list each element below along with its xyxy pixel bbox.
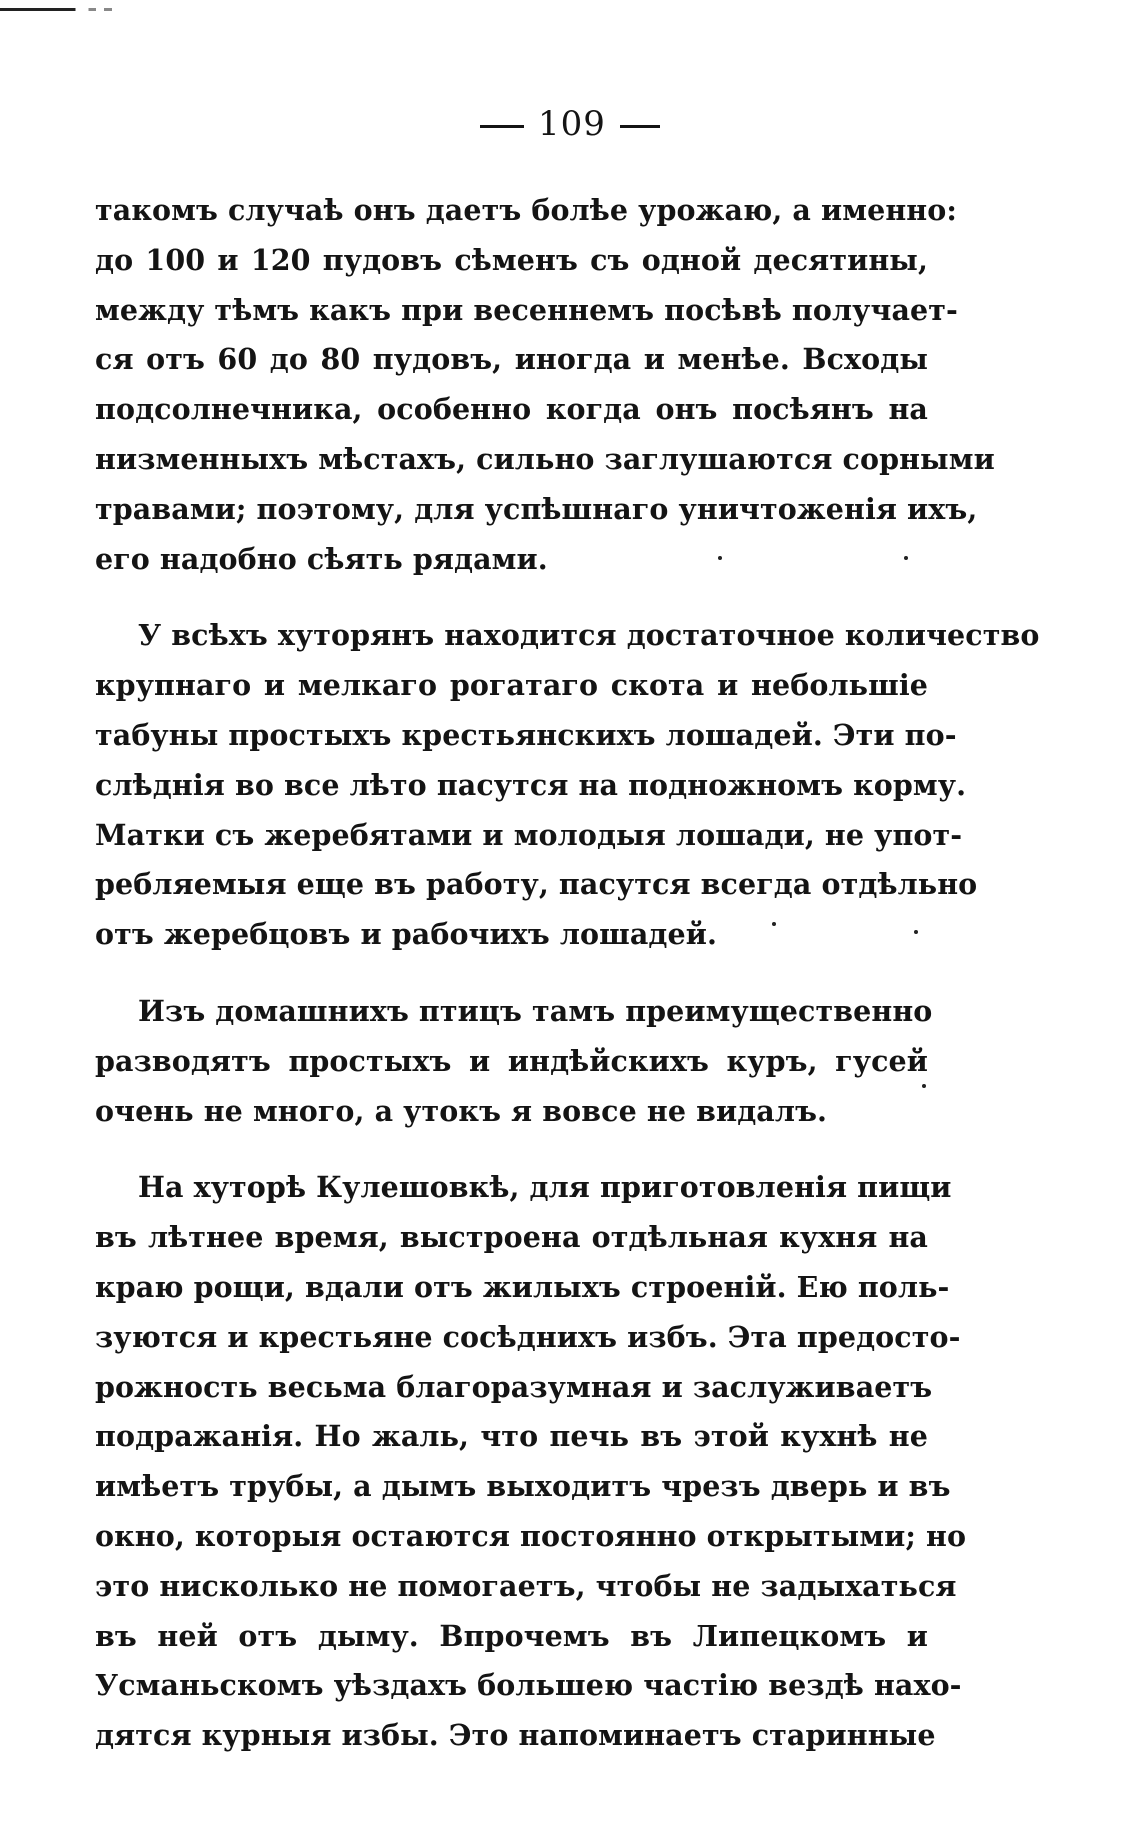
text-line: краю рощи, вдали отъ жилыхъ строеній. Ею поль- <box>95 1269 950 1304</box>
print-speck <box>922 1084 926 1088</box>
text-line: рожность весьма благоразумная и заслуживаетъ <box>95 1369 933 1404</box>
text-line: окно, которыя остаются постоянно открытыми; но <box>95 1518 967 1553</box>
text-line: ребляемыя еще въ работу, пасутся всегда отдѣльно <box>95 867 978 902</box>
print-speck <box>772 922 776 926</box>
paragraph <box>95 186 995 584</box>
text-line: травами; поэтому, для успѣшнаго уничтоженія ихъ, <box>95 491 978 526</box>
header-dash-right <box>620 125 660 128</box>
text-line: разводятъ простыхъ и индѣйскихъ куръ, гусей <box>95 1043 928 1078</box>
text-line: такомъ случаѣ онъ даетъ болѣе урожаю, а именно: <box>95 193 957 227</box>
text-line: подражанія. Но жаль, что печь въ этой кухнѣ не <box>95 1419 928 1454</box>
text-line: низменныхъ мѣстахъ, сильно заглушаются сорными <box>95 441 995 476</box>
paragraph <box>95 1163 967 1761</box>
text-line: дятся курныя избы. Это напоминаетъ старинные <box>95 1718 936 1753</box>
text-line: Матки съ жеребятами и молодыя лошади, не упот- <box>95 817 963 852</box>
text-line: У всѣхъ хуторянъ находится достаточное количество <box>138 618 1040 653</box>
text-line: между тѣмъ какъ при весеннемъ посѣвѣ получает- <box>95 292 958 327</box>
top-rule <box>0 8 130 11</box>
text-line: слѣднія во все лѣто пасутся на подножномъ корму. <box>95 767 967 802</box>
text-line: На хуторѣ Кулешовкѣ, для приготовленія пищи <box>138 1170 952 1205</box>
page-number: 109 <box>538 104 606 144</box>
text-line: Изъ домашнихъ птицъ тамъ преимущественно <box>138 993 933 1028</box>
text-line: крупнаго и мелкаго рогатаго скота и небольшіе <box>95 668 928 703</box>
page-header <box>0 104 1140 144</box>
text-line: это нисколько не помогаетъ, чтобы не задыхаться <box>95 1568 957 1603</box>
text-line: Усманьскомъ уѣздахъ большею частію вездѣ нахо- <box>95 1668 962 1703</box>
text-line: зуются и крестьяне сосѣднихъ избъ. Эта предосто- <box>95 1319 961 1354</box>
print-speck <box>904 556 908 560</box>
paragraph <box>95 611 1040 960</box>
text-line: очень не много, а утокъ я вовсе не видалъ. <box>95 1093 828 1128</box>
text-line: его надобно сѣять рядами. <box>95 541 548 576</box>
body-text <box>95 186 1040 1761</box>
text-line: въ лѣтнее время, выстроена отдѣльная кухня на <box>95 1220 928 1255</box>
text-line: подсолнечника, особенно когда онъ посѣянъ на <box>95 392 928 427</box>
header-dash-left <box>480 125 524 128</box>
text-line: до 100 и 120 пудовъ сѣменъ съ одной десятины, <box>95 242 928 277</box>
text-line: отъ жеребцовъ и рабочихъ лошадей. <box>95 917 718 952</box>
text-line: ся отъ 60 до 80 пудовъ, иногда и менѣе. Всходы <box>95 342 928 377</box>
text-line: табуны простыхъ крестьянскихъ лошадей. Эти по- <box>95 717 957 752</box>
text-line: въ ней отъ дыму. Впрочемъ въ Липецкомъ и <box>95 1618 928 1653</box>
print-speck <box>914 930 918 934</box>
print-speck <box>718 556 722 560</box>
paragraph <box>95 987 933 1136</box>
text-line: имѣетъ трубы, а дымъ выходитъ чрезъ дверь и въ <box>95 1469 951 1504</box>
